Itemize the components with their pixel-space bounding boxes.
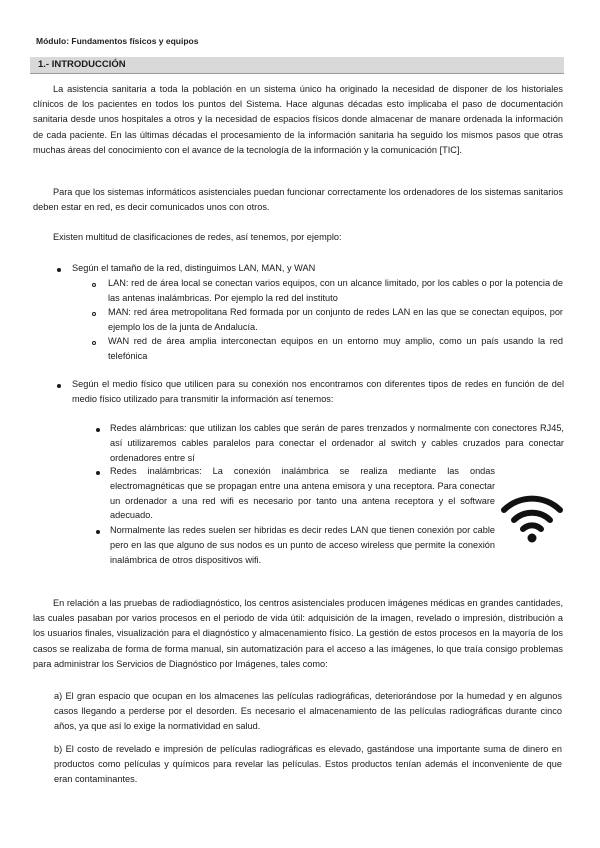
bullet-circle bbox=[92, 312, 96, 316]
bullet-dot bbox=[57, 268, 61, 272]
bullet-dot bbox=[96, 428, 100, 432]
section-title: 1.- INTRODUCCIÓN bbox=[38, 59, 126, 70]
problem-item-b: b) El costo de revelado e impresión de películas radiográficas es elevado, gastándose una importante suma de dinero en productos como películas y químicos para revelar las películas. Estos productos tenían además el inconveniente de que eran contaminantes. bbox=[54, 744, 562, 785]
list-item: WAN red de área amplia interconectan equipos en un entorno muy amplio, como un país usando la red telefónica bbox=[108, 336, 563, 361]
module-header: Módulo: Fundamentos físicos y equipos bbox=[36, 36, 199, 46]
paragraph-classifications: Existen multitud de clasificaciones de redes, así tenemos, por ejemplo: bbox=[53, 232, 342, 242]
list-item-wireless bbox=[110, 464, 564, 526]
list-item: LAN: red de área local se conectan varios equipos, con un alcance limitado, por los cables o por la potencia de las antenas inalámbricas. Por ejemplo la red del instituto bbox=[108, 278, 563, 303]
list-item-text: Redes inalámbricas: La conexión inalámbrica se realiza mediante las ondas electromagnéticas que se propagan entre una antena emisora y una receptora. Para conectar un ordenador a una red wifi es necesario por tanto una antena receptora y el software adecuado. bbox=[110, 466, 495, 521]
list-item: MAN: red área metropolitana Red formada por un conjunto de redes LAN en las que se conectan equipos, por ejemplo los de la junta de Andalucía. bbox=[108, 307, 563, 332]
section-heading-bar bbox=[30, 57, 564, 74]
wifi-icon bbox=[500, 492, 564, 544]
paragraph-intro: La asistencia sanitaria a toda la población en un sistema único ha originado la necesidad de disponer de los historiales clínicos de los pacientes en todos los puntos del Sistema. Hace algunas décadas esto implicaba el paso de documentación sanitaria desde unos hospitales a otros y la necesidad de espacios físicos donde almacenar de manare ordenada la información de cada paciente. En las últimas décadas el procesamiento de la información sanitaria ha seguido los mismos pasos que otras muchas áreas del conocimiento con el avance de la tecnología de la información y la comunicación [TIC]. bbox=[33, 84, 563, 155]
list-item: Redes alámbricas: que utilizan los cables que serán de pares trenzados y normalmente con conectores RJ45, así utilizaremos cables paralelos para conectar el ordenador al switch y cables cruzados para conectar ordenadores entre sí bbox=[110, 423, 564, 463]
bullet-circle bbox=[92, 283, 96, 287]
list-heading-medium: Según el medio físico que utilicen para su conexión nos encontramos con diferentes tipos de redes en función de del medio físico utilizado para transmitir la información así tenemos: bbox=[72, 379, 564, 404]
bullet-circle bbox=[92, 341, 96, 345]
list-heading-size: Según el tamaño de la red, distinguimos LAN, MAN, y WAN bbox=[72, 263, 316, 273]
list-item: Normalmente las redes suelen ser hibridas es decir redes LAN que tienen conexión por cable pero en las que alguno de sus nodos es un punto de acceso wireless que permite la conexión inalámbrica de otros dispositivos wifi. bbox=[110, 525, 495, 565]
bullet-dot bbox=[96, 471, 100, 475]
problem-item-a: a) El gran espacio que ocupan en los almacenes las películas radiográficas, deteriorándose por la humedad y en algunos casos llegando a perderse por el desorden. Es necesario el almacenamiento de las películas radiográficas durante cinco años, ya que así lo exige la normatividad en salud. bbox=[54, 691, 562, 732]
bullet-dot bbox=[57, 384, 61, 388]
bullet-dot bbox=[96, 530, 100, 534]
paragraph-networks: Para que los sistemas informáticos asistenciales puedan funcionar correctamente los ordenadores de los sistemas sanitarios deben estar en red, es decir comunicados unos con otros. bbox=[33, 187, 563, 213]
paragraph-radiodiagnosis: En relación a las pruebas de radiodiagnóstico, los centros asistenciales producen imágenes médicas en grandes cantidades, las cuales pasaban por varios procesos en el periodo de vida útil: adquisición de la imagen, revelado o impresión, distribución a los usuarios finales, visualización para el diagnóstico y almacenamiento físico. La gestión de estos procesos en la mayoría de los casos se realizaba de forma de forma manual, sin automatización para el acceso a las imágenes, lo que traía consigo problemas para administrar los Servicios de Diagnóstico por Imágenes, tales como: bbox=[33, 598, 563, 669]
